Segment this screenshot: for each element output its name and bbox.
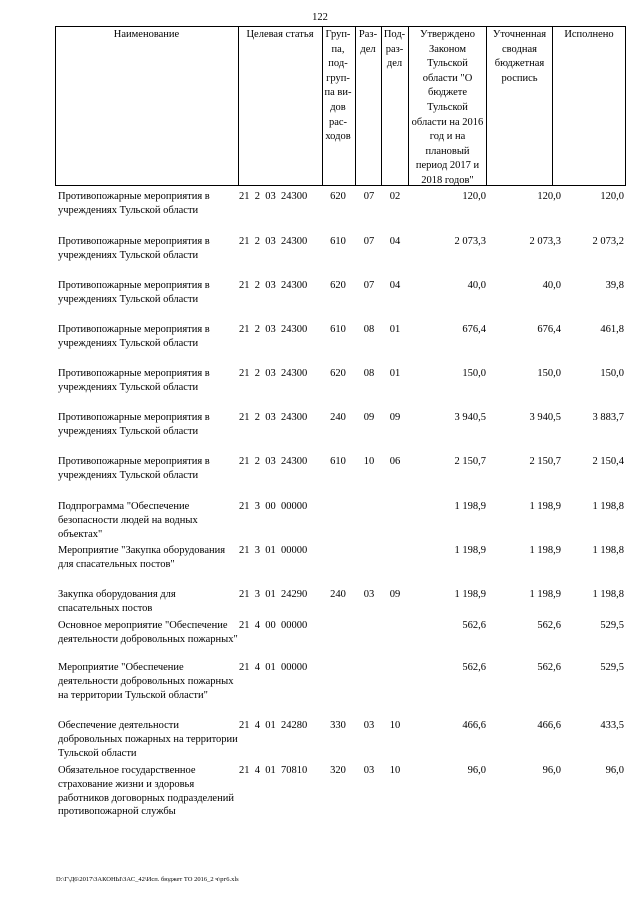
cell-approved: 1 198,9 <box>454 501 486 512</box>
cell-approved: 120,0 <box>462 191 486 202</box>
cell-approved: 466,6 <box>462 720 486 731</box>
cell-refined: 120,0 <box>537 191 561 202</box>
cell-approved: 2 150,7 <box>454 456 486 467</box>
cell-refined: 1 198,9 <box>529 589 561 600</box>
cell-target: 21 4 01 70810 <box>239 765 308 776</box>
cell-refined: 2 073,3 <box>529 236 561 247</box>
cell-executed: 529,5 <box>600 662 624 673</box>
cell-refined: 1 198,9 <box>529 501 561 512</box>
header-subsection: Под-раз-дел <box>383 29 406 70</box>
cell-approved: 150,0 <box>462 368 486 379</box>
cell-section: 07 <box>363 191 375 202</box>
cell-executed: 2 073,2 <box>592 236 624 247</box>
cell-group: 610 <box>330 236 346 247</box>
cell-target: 21 2 03 24300 <box>239 412 308 423</box>
cell-approved: 562,6 <box>462 662 486 673</box>
file-path-footer: D:\Г\Д6\2017\ЗАКОНЫ\ЗАС_42\Исп. бюджет ТО 2016_2 ч\рг6.xls <box>56 876 239 883</box>
cell-section: 03 <box>363 765 375 776</box>
cell-name: Противопожарные мероприятия в учреждениях Тульской области <box>58 236 210 261</box>
cell-executed: 1 198,8 <box>592 501 624 512</box>
cell-name: Противопожарные мероприятия в учреждениях Тульской области <box>58 324 210 349</box>
header-name: Наименование <box>113 29 180 40</box>
cell-section: 03 <box>363 589 375 600</box>
header-group: Груп-па, под-груп-па ви-дов рас-ходов <box>324 29 352 143</box>
cell-target: 21 4 01 00000 <box>239 662 308 673</box>
cell-executed: 96,0 <box>605 765 624 776</box>
cell-target: 21 3 01 00000 <box>239 545 308 556</box>
cell-approved: 96,0 <box>467 765 486 776</box>
cell-subsection: 10 <box>389 720 401 731</box>
cell-group: 320 <box>330 765 346 776</box>
cell-executed: 433,5 <box>600 720 624 731</box>
cell-name: Противопожарные мероприятия в учреждениях Тульской области <box>58 280 210 305</box>
cell-target: 21 4 01 24280 <box>239 720 308 731</box>
cell-target: 21 2 03 24300 <box>239 236 308 247</box>
cell-subsection: 01 <box>389 324 401 335</box>
cell-refined: 2 150,7 <box>529 456 561 467</box>
cell-group: 620 <box>330 191 346 202</box>
cell-section: 08 <box>363 324 375 335</box>
cell-subsection: 02 <box>389 191 401 202</box>
header-target: Целевая статья <box>246 29 314 40</box>
cell-target: 21 2 03 24300 <box>239 368 308 379</box>
cell-name: Закупка оборудования для спасательных постов <box>58 589 176 614</box>
cell-section: 07 <box>363 236 375 247</box>
cell-refined: 562,6 <box>537 620 561 631</box>
cell-group: 240 <box>330 589 346 600</box>
cell-section: 10 <box>363 456 375 467</box>
cell-name: Мероприятие "Закупка оборудования для спасательных постов" <box>58 545 226 570</box>
cell-executed: 461,8 <box>600 324 624 335</box>
cell-subsection: 09 <box>389 589 401 600</box>
header-executed: Исполнено <box>564 29 614 40</box>
cell-executed: 1 198,8 <box>592 589 624 600</box>
header-approved: Утверждено Законом Тульской области "О бюджете Тульской области на 2016 год и на плановый период 2017 и 2018 годов" <box>411 29 484 186</box>
cell-target: 21 2 03 24300 <box>239 280 308 291</box>
cell-name: Противопожарные мероприятия в учреждениях Тульской области <box>58 456 210 481</box>
cell-executed: 120,0 <box>600 191 624 202</box>
cell-group: 330 <box>330 720 346 731</box>
cell-subsection: 04 <box>389 236 401 247</box>
cell-approved: 3 940,5 <box>454 412 486 423</box>
cell-target: 21 3 00 00000 <box>239 501 308 512</box>
cell-name: Обеспечение деятельности добровольных пожарных на территории Тульской области <box>58 720 238 759</box>
cell-section: 08 <box>363 368 375 379</box>
cell-executed: 1 198,8 <box>592 545 624 556</box>
cell-subsection: 01 <box>389 368 401 379</box>
cell-refined: 40,0 <box>542 280 561 291</box>
cell-name: Противопожарные мероприятия в учреждениях Тульской области <box>58 368 210 393</box>
cell-refined: 96,0 <box>542 765 561 776</box>
cell-refined: 562,6 <box>537 662 561 673</box>
cell-group: 610 <box>330 456 346 467</box>
cell-subsection: 04 <box>389 280 401 291</box>
page-number: 122 <box>312 12 328 23</box>
cell-target: 21 3 01 24290 <box>239 589 308 600</box>
cell-name: Мероприятие "Обеспечение деятельности добровольных пожарных на территории Тульской области" <box>58 662 234 701</box>
cell-refined: 1 198,9 <box>529 545 561 556</box>
cell-refined: 676,4 <box>537 324 561 335</box>
cell-name: Основное мероприятие "Обеспечение деятельности добровольных пожарных" <box>58 620 238 645</box>
cell-group: 620 <box>330 368 346 379</box>
header-section: Раз-дел <box>358 29 378 55</box>
cell-target: 21 2 03 24300 <box>239 456 308 467</box>
cell-subsection: 10 <box>389 765 401 776</box>
cell-executed: 150,0 <box>600 368 624 379</box>
cell-approved: 40,0 <box>467 280 486 291</box>
cell-executed: 3 883,7 <box>592 412 624 423</box>
cell-subsection: 06 <box>389 456 401 467</box>
cell-refined: 150,0 <box>537 368 561 379</box>
header-refined: Уточненная сводная бюджетная роспись <box>492 29 547 84</box>
cell-section: 07 <box>363 280 375 291</box>
cell-executed: 2 150,4 <box>592 456 624 467</box>
cell-name: Противопожарные мероприятия в учреждениях Тульской области <box>58 191 210 216</box>
cell-executed: 39,8 <box>605 280 624 291</box>
cell-subsection: 09 <box>389 412 401 423</box>
cell-name: Обязательное государственное страхование жизни и здоровья работников договорных подразделений противопожарной службы <box>58 765 234 818</box>
cell-approved: 1 198,9 <box>454 545 486 556</box>
cell-target: 21 4 00 00000 <box>239 620 308 631</box>
cell-approved: 1 198,9 <box>454 589 486 600</box>
cell-target: 21 2 03 24300 <box>239 324 308 335</box>
cell-group: 620 <box>330 280 346 291</box>
cell-approved: 676,4 <box>462 324 486 335</box>
cell-approved: 562,6 <box>462 620 486 631</box>
cell-target: 21 2 03 24300 <box>239 191 308 202</box>
cell-refined: 466,6 <box>537 720 561 731</box>
cell-refined: 3 940,5 <box>529 412 561 423</box>
cell-group: 610 <box>330 324 346 335</box>
cell-executed: 529,5 <box>600 620 624 631</box>
cell-name: Противопожарные мероприятия в учреждениях Тульской области <box>58 412 210 437</box>
cell-name: Подпрограмма "Обеспечение безопасности людей на водных объектах" <box>58 501 198 540</box>
cell-section: 03 <box>363 720 375 731</box>
cell-approved: 2 073,3 <box>454 236 486 247</box>
cell-section: 09 <box>363 412 375 423</box>
cell-group: 240 <box>330 412 346 423</box>
